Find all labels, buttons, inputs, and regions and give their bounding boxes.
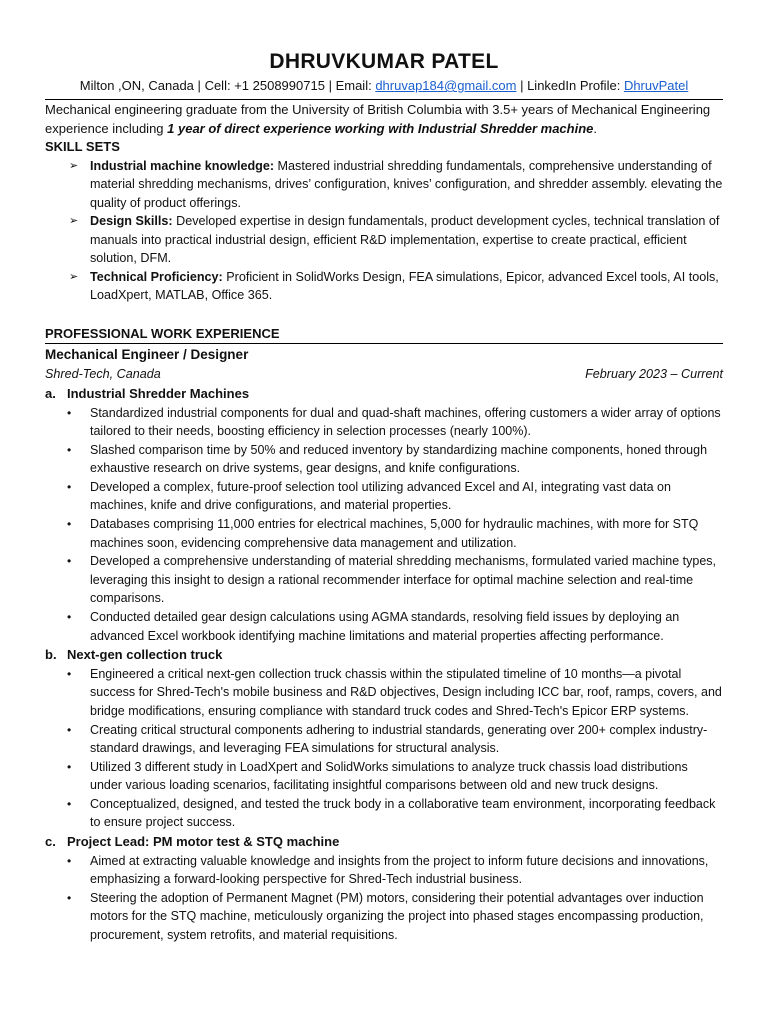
project-title — [45, 645, 723, 665]
project-bullets — [45, 852, 723, 945]
bullet-icon: • — [67, 759, 72, 774]
separator: | — [197, 78, 201, 93]
skills-heading: SKILL SETS — [45, 139, 120, 154]
bullet-icon: • — [67, 479, 72, 494]
email-label: Email: — [335, 78, 372, 93]
project-letter: b. — [45, 647, 57, 663]
skill-item — [69, 157, 723, 213]
bullet-icon: • — [67, 666, 72, 681]
list-item — [67, 608, 723, 645]
bullet-text: Utilized 3 different study in LoadXpert and SolidWorks simulations to analyze truck chassis load distributions under various loading scenarios, facilitating insightful comparisons between old and new truck designs. — [90, 759, 688, 793]
contact-line — [45, 76, 723, 96]
linkedin-label: LinkedIn Profile: — [527, 78, 621, 93]
skill-text: Mastered industrial shredding fundamentals, comprehensive understanding of material shredding mechanisms, drives’ configuration, knives’ configuration, and shredder assembly. elevating the quality of product offerings. — [90, 158, 723, 210]
project-bullets — [45, 665, 723, 832]
location: Milton ,ON, Canada — [79, 78, 194, 93]
bullet-text: Conceptualized, designed, and tested the truck body in a collaborative team environment, incorporating feedback to ensure project success. — [90, 796, 716, 830]
project-title — [45, 384, 723, 404]
linkedin-link[interactable]: DhruvPatel — [623, 78, 689, 93]
job-dates: February 2023 – Current — [585, 367, 723, 381]
skills-list — [45, 157, 723, 305]
skill-text: Developed expertise in design fundamentals, product development cycles, technical translation of manuals into practical industrial design, efficient R&D implementation, expertise to create practical, efficient solution, DFM. — [90, 214, 720, 265]
skill-text: Proficient in SolidWorks Design, FEA simulations, Epicor, advanced Excel tools, AI tools, LoadXpert, MATLAB, Office 365. — [90, 269, 719, 302]
list-item — [67, 721, 723, 758]
cell-label: Cell: — [204, 78, 231, 93]
bullet-icon: • — [67, 442, 72, 457]
job-role: Mechanical Engineer / Designer — [45, 347, 249, 362]
bullet-text: Standardized industrial components for dual and quad-shaft machines, offering customers a wider array of options tailored to their needs, boosting efficiency in selection processes (nearly 100%). — [90, 405, 721, 439]
skill-item — [69, 212, 723, 268]
bullet-text: Aimed at extracting valuable knowledge and insights from the project to inform future decisions and innovations, emphasizing a forward-looking perspective for Shred-Tech industrial business. — [90, 853, 709, 887]
project-title-text: Industrial Shredder Machines — [67, 386, 250, 401]
summary — [45, 101, 723, 138]
bullet-text: Steering the adoption of Permanent Magnet (PM) motors, considering their potential advantages over induction motors for the STQ machine, meticulously organizing the project into phased stages encompassing production, procurement, system retrofits, and material requisitions. — [90, 890, 704, 942]
skill-key: Technical Proficiency: — [90, 269, 223, 284]
bullet-text: Developed a complex, future-proof selection tool utilizing advanced Excel and AI, integrating vast data on machines, knife and drive configurations, and material properties. — [90, 479, 671, 513]
separator: | — [520, 78, 524, 93]
skill-key-sep: : — [269, 158, 275, 173]
cell-number: +1 2508990715 — [234, 78, 325, 93]
list-item — [67, 552, 723, 608]
arrow-bullet-icon: ➢ — [69, 215, 79, 227]
list-item — [67, 665, 723, 721]
separator: | — [328, 78, 332, 93]
experience-divider — [45, 343, 723, 344]
bullet-text: Creating critical structural components adhering to industrial standards, generating over 200+ complex industry-standard drawings, and leveraging FEA simulations for structural analysis. — [90, 722, 708, 756]
bullet-text: Databases comprising 11,000 entries for electrical machines, 5,000 for hydraulic machines, with more for STQ machines soon, evidencing comprehensive data management and utilization. — [90, 517, 699, 550]
header-divider — [45, 99, 723, 100]
arrow-bullet-icon: ➢ — [69, 159, 79, 172]
bullet-icon: • — [67, 796, 72, 811]
candidate-name: DHRUVKUMAR PATEL — [269, 50, 499, 73]
list-item — [67, 795, 723, 832]
skill-key: Design Skills: — [90, 214, 173, 228]
list-item — [67, 758, 723, 795]
bullet-text: Slashed comparison time by 50% and reduced inventory by standardizing machine components, honed through exhaustive research on drive systems, gear designs, and knife configurations. — [90, 442, 708, 476]
experience-heading: PROFESSIONAL WORK EXPERIENCE — [45, 325, 280, 341]
project-title-text: Next-gen collection truck — [67, 647, 223, 663]
summary-emphasis: 1 year of direct experience working with Industrial Shredder machine — [167, 120, 594, 136]
summary-text: Mechanical engineering graduate from the University of British Columbia with 3.5+ years of Mechanical Engineering experience including — [45, 102, 711, 136]
bullet-text: Engineered a critical next-gen collection truck chassis within the stipulated timeline of 10 months—a pivotal success for Shred-Tech's mobile business and R&D objectives, Design including ICC bar, roof, ramps, covers, and bridge modifications, ensuring compliance with standard truck codes and Shred-Tech's Epicor ERP systems. — [90, 666, 722, 718]
summary-end: . — [593, 120, 598, 136]
bullet-text: Conducted detailed gear design calculations using AGMA standards, resolving field issues by deploying an advanced Excel workbook identifying machine limitations and material properties affecting performance. — [90, 610, 680, 643]
list-item — [67, 478, 723, 515]
list-item — [67, 515, 723, 552]
bullet-icon: • — [67, 517, 72, 532]
project-title-text: Project Lead: PM motor test & STQ machine — [67, 834, 340, 850]
project-letter: c. — [45, 834, 56, 850]
list-item — [67, 852, 723, 889]
list-item — [67, 441, 723, 478]
company: Shred-Tech, Canada — [45, 367, 161, 381]
arrow-bullet-icon: ➢ — [69, 270, 79, 283]
company-line — [45, 365, 723, 384]
bullet-icon: • — [67, 610, 72, 625]
list-item — [67, 404, 723, 441]
bullet-icon: • — [67, 890, 72, 905]
skill-key: Industrial machine knowledge — [90, 158, 270, 173]
bullet-text: Developed a comprehensive understanding of material shredding mechanisms, formulated varied machine types, leveraging this insight to design a rational recommender interface for optimal machine selection and real-time comparisons. — [90, 554, 717, 606]
bullet-icon: • — [67, 554, 72, 569]
bullet-icon: • — [67, 853, 72, 868]
email-link[interactable]: dhruvap184@gmail.com — [375, 78, 517, 93]
list-item — [67, 889, 723, 945]
bullet-icon: • — [67, 405, 72, 420]
project-letter: a. — [45, 386, 56, 401]
bullet-icon: • — [67, 722, 72, 737]
skill-item — [69, 268, 723, 305]
project-title — [45, 832, 723, 852]
project-bullets — [45, 404, 723, 646]
